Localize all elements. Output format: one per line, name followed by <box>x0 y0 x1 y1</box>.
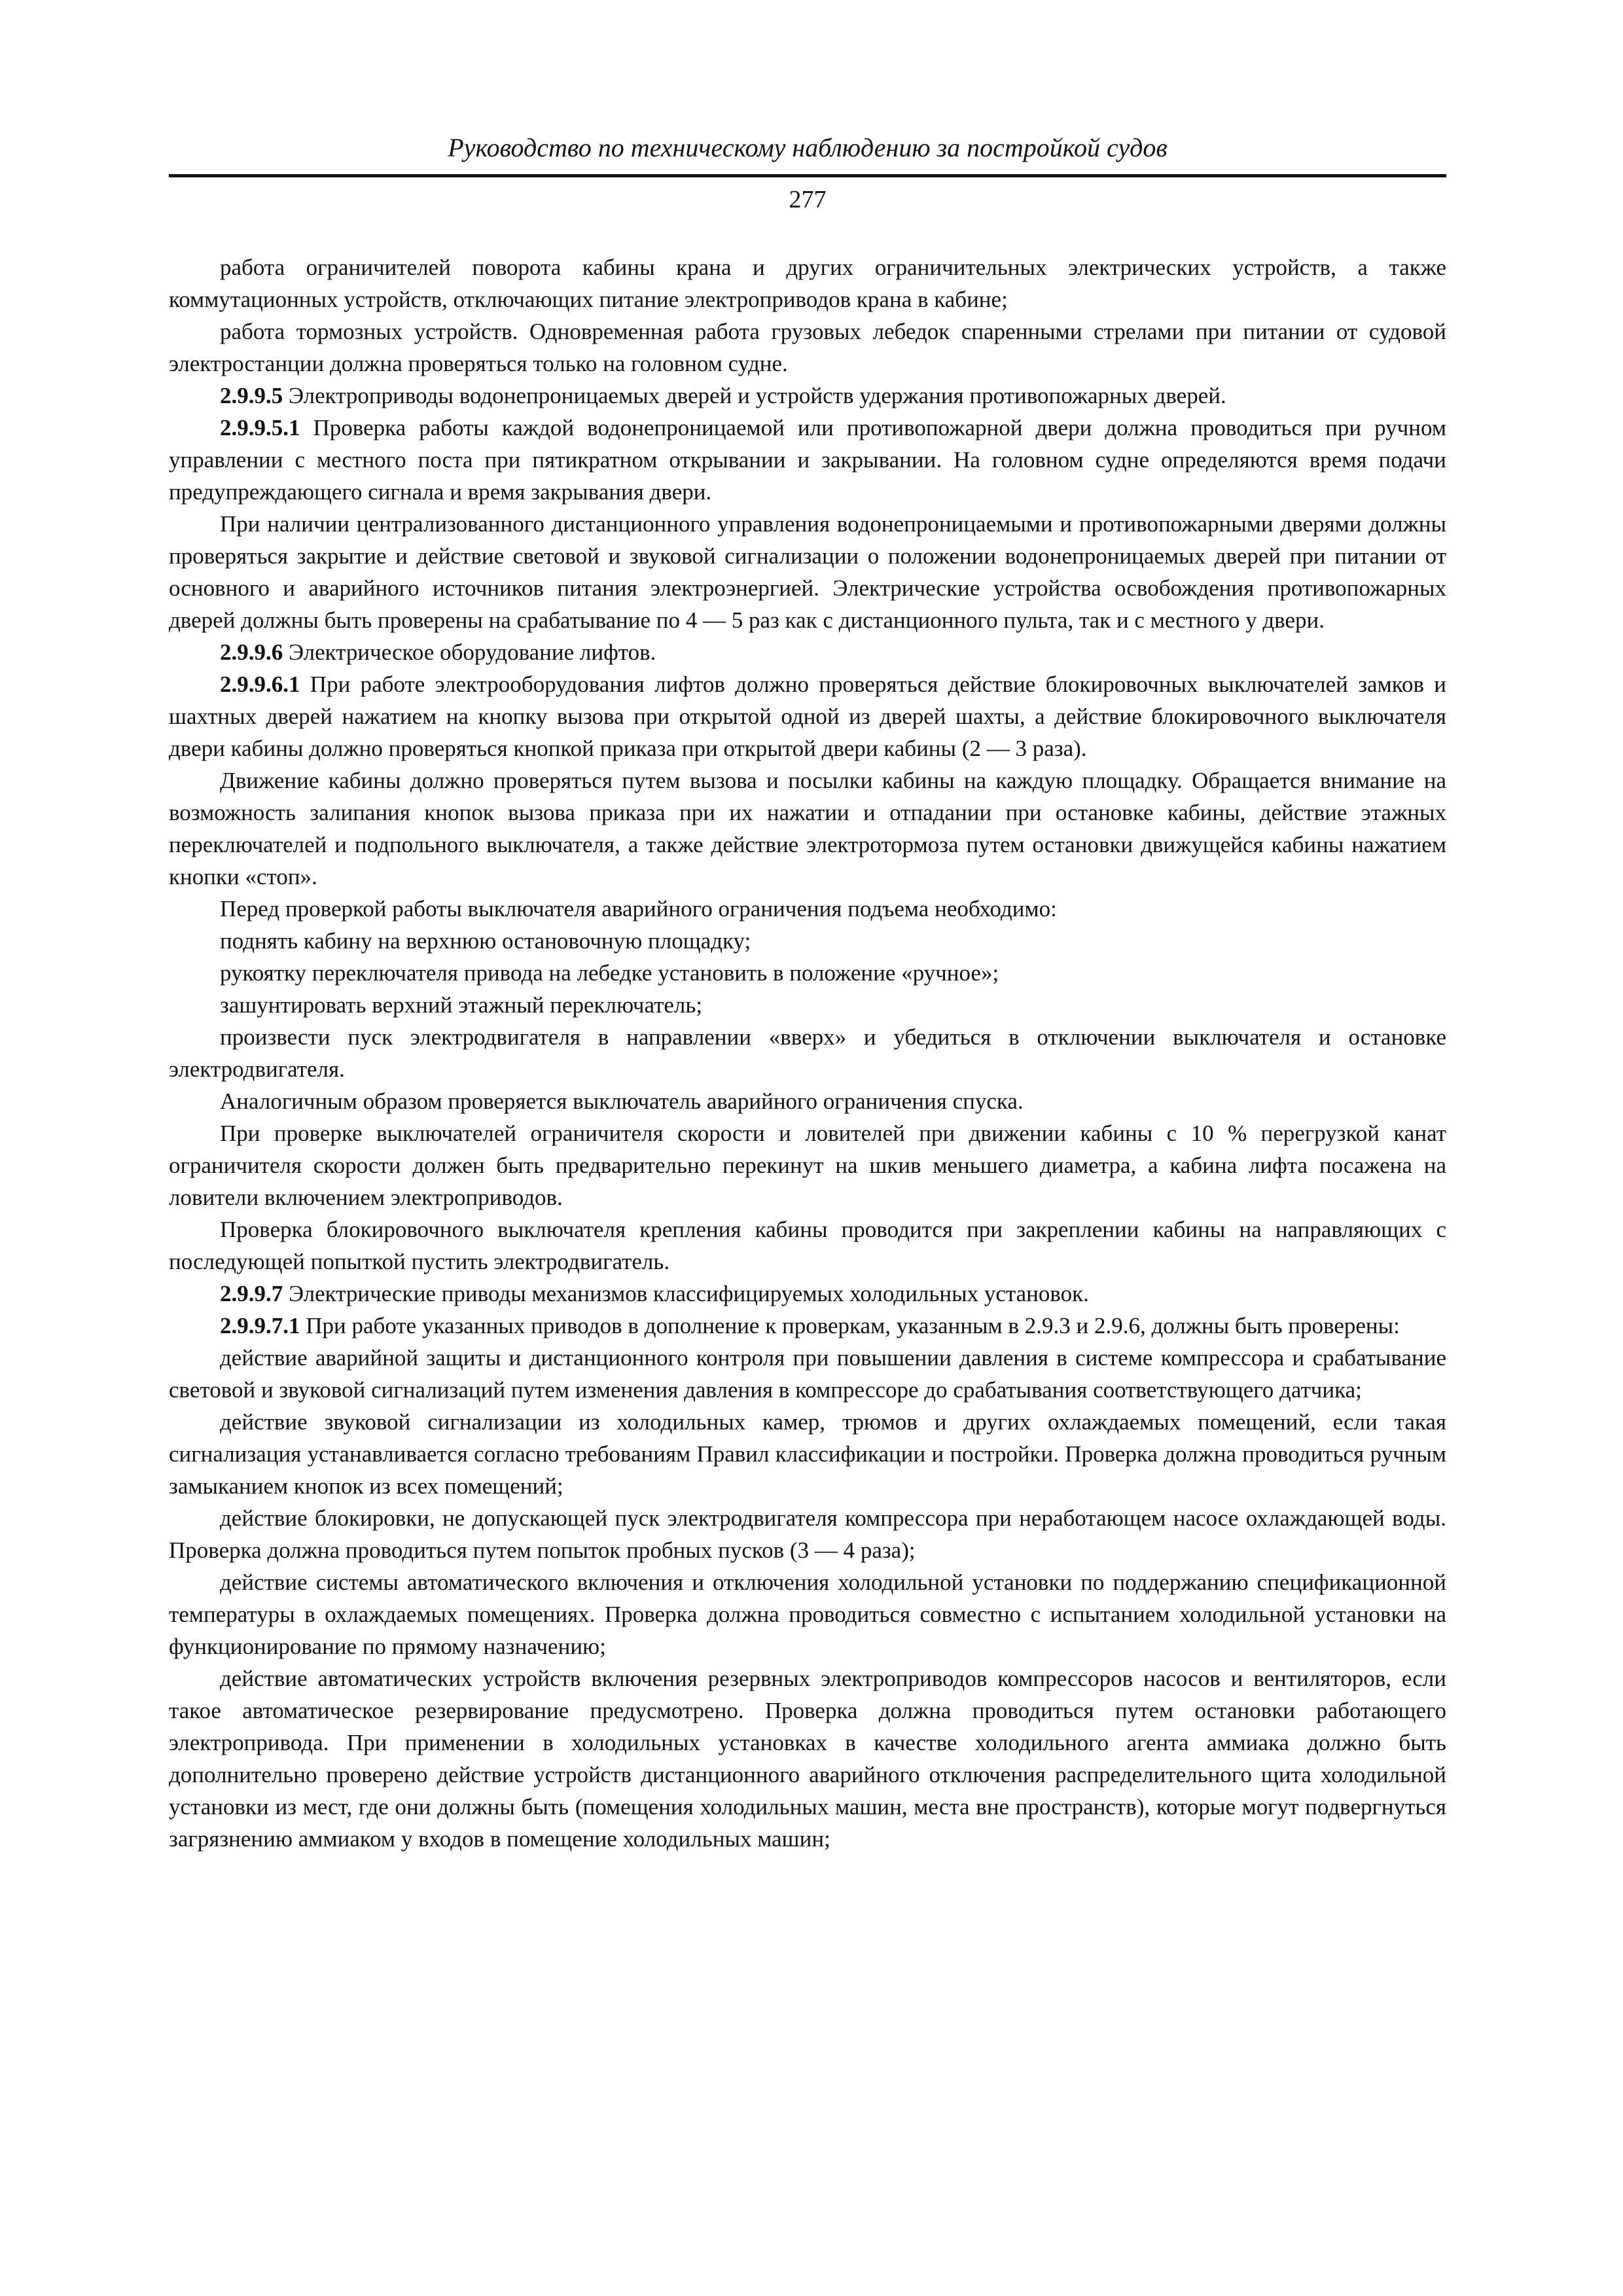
paragraph-text: работа ограничителей поворота кабины крана и других ограничительных электрических устройств, а также коммутационных устройств, отключающих питание электроприводов крана в кабине; <box>169 255 1446 312</box>
paragraph-text: Электрическое оборудование лифтов. <box>283 639 656 665</box>
section-paragraph <box>169 1278 1446 1310</box>
paragraph-text: произвести пуск электродвигателя в направлении «вверх» и убедиться в отключении выключателя и остановке электродвигателя. <box>169 1024 1446 1082</box>
paragraph-text: поднять кабину на верхнюю остановочную площадку; <box>220 928 751 954</box>
paragraph <box>169 1085 1446 1117</box>
paragraph-text: действие блокировки, не допускающей пуск электродвигателя компрессора при неработающем насосе охлаждающей воды. Проверка должна проводиться путем попыток пробных пусков (3 — 4 раза); <box>169 1505 1446 1563</box>
body-text <box>169 251 1446 1855</box>
paragraph-text: Проверка блокировочного выключателя крепления кабины проводится при закреплении кабины на направляющих с последующей попыткой пустить электродвигатель. <box>169 1217 1446 1274</box>
paragraph-text: работа тормозных устройств. Одновременная работа грузовых лебедок спаренными стрелами при питании от судовой электростанции должна проверяться только на головном судне. <box>169 319 1446 376</box>
section-number: 2.9.9.5.1 <box>220 415 300 440</box>
paragraph <box>169 1117 1446 1213</box>
paragraph <box>169 508 1446 636</box>
paragraph <box>169 251 1446 315</box>
paragraph <box>169 925 1446 957</box>
paragraph-text: Электроприводы водонепроницаемых дверей и устройств удержания противопожарных дверей. <box>283 383 1226 408</box>
section-paragraph <box>169 1310 1446 1342</box>
paragraph <box>169 1566 1446 1662</box>
running-title: Руководство по техническому наблюдению за постройкой судов <box>448 133 1168 162</box>
paragraph <box>169 1662 1446 1855</box>
paragraph-text: действие системы автоматического включения и отключения холодильной установки по поддержанию спецификационной температуры в охлаждаемых помещениях. Проверка должна проводиться совместно с испытанием холодильной установки на функционирование по прямому назначению; <box>169 1570 1446 1659</box>
paragraph-text: Проверка работы каждой водонепроницаемой или противопожарной двери должна проводиться при ручном управлении с местного поста при пятикратном открывании и закрывании. На головном судне определяются время подачи предупреждающего сигнала и время закрывания двери. <box>169 415 1446 505</box>
paragraph-text: действие аварийной защиты и дистанционного контроля при повышении давления в системе компрессора и срабатывание световой и звуковой сигнализаций путем изменения давления в компрессоре до срабатывания соответствующего датчика; <box>169 1345 1446 1403</box>
paragraph <box>169 1502 1446 1566</box>
section-number: 2.9.9.7 <box>220 1281 283 1306</box>
paragraph-text: рукоятку переключателя привода на лебедке установить в положение «ручное»; <box>220 960 999 986</box>
paragraph-text: действие звуковой сигнализации из холодильных камер, трюмов и других охлаждаемых помещений, если такая сигнализация устанавливается согласно требованиям Правил классификации и постройки. Проверка должна проводиться ручным замыканием кнопок из всех помещений; <box>169 1409 1446 1499</box>
paragraph <box>169 764 1446 893</box>
section-paragraph <box>169 636 1446 668</box>
paragraph-text: При наличии централизованного дистанционного управления водонепроницаемыми и противопожарными дверями должны проверяться закрытие и действие световой и звуковой сигнализации о положении водонепроницаемых дверей при питании от основного и аварийного источников питания электроэнергией. Электрические устройства освобождения противопожарных дверей должны быть проверены на срабатывание по 4 — 5 раз как с дистанционного пульта, так и с местного у двери. <box>169 511 1446 633</box>
section-paragraph <box>169 412 1446 508</box>
paragraph <box>169 989 1446 1021</box>
paragraph <box>169 1021 1446 1085</box>
section-number: 2.9.9.7.1 <box>220 1313 300 1338</box>
paragraph-text: Электрические приводы механизмов классифицируемых холодильных установок. <box>283 1281 1089 1306</box>
paragraph-text: Перед проверкой работы выключателя аварийного ограничения подъема необходимо: <box>220 896 1057 922</box>
paragraph <box>169 315 1446 380</box>
paragraph-text: действие автоматических устройств включения резервных электроприводов компрессоров насосов и вентиляторов, если такое автоматическое резервирование предусмотрено. Проверка должна проводиться путем остановки работающего электропривода. При применении в холодильных установках в качестве холодильного агента аммиака должно быть дополнительно проверено действие устройств дистанционного аварийного отключения распределительного щита холодильной установки из мест, где они должны быть (помещения холодильных машин, места вне пространств), которые могут подвергнуться загрязнению аммиаком у входов в помещение холодильных машин; <box>169 1666 1446 1852</box>
section-number: 2.9.9.6 <box>220 639 283 665</box>
paragraph-text: зашунтировать верхний этажный переключатель; <box>220 992 703 1018</box>
paragraph <box>169 893 1446 925</box>
paragraph-text: Аналогичным образом проверяется выключатель аварийного ограничения спуска. <box>220 1088 1024 1114</box>
paragraph-text: При проверке выключателей ограничителя скорости и ловителей при движении кабины с 10 % перегрузкой канат ограничителя скорости должен быть предварительно перекинут на шкив меньшего диаметра, а кабина лифта посажена на ловители включением электроприводов. <box>169 1121 1446 1210</box>
paragraph <box>169 1213 1446 1278</box>
paragraph <box>169 957 1446 989</box>
section-number: 2.9.9.6.1 <box>220 672 300 697</box>
paragraph-text: При работе электрооборудования лифтов должно проверяться действие блокировочных выключателей замков и шахтных дверей нажатием на кнопку вызова при открытой одной из дверей шахты, а действие блокировочного выключателя двери кабины должно проверяться кнопкой приказа при открытой двери кабины (2 — 3 раза). <box>169 672 1446 761</box>
section-paragraph <box>169 668 1446 764</box>
header-rule <box>169 174 1446 177</box>
paragraph <box>169 1342 1446 1406</box>
page-number: 277 <box>789 186 827 213</box>
paragraph <box>169 1406 1446 1502</box>
paragraph-text: Движение кабины должно проверяться путем вызова и посылки кабины на каждую площадку. Обращается внимание на возможность залипания кнопок вызова приказа при их нажатии и отпадании при остановке кабины, действие этажных переключателей и подпольного выключателя, а также действие электротормоза путем остановки движущейся кабины нажатием кнопки «стоп». <box>169 768 1446 889</box>
section-number: 2.9.9.5 <box>220 383 283 408</box>
section-paragraph <box>169 380 1446 412</box>
paragraph-text: При работе указанных приводов в дополнение к проверкам, указанным в 2.9.3 и 2.9.6, должны быть проверены: <box>300 1313 1400 1338</box>
